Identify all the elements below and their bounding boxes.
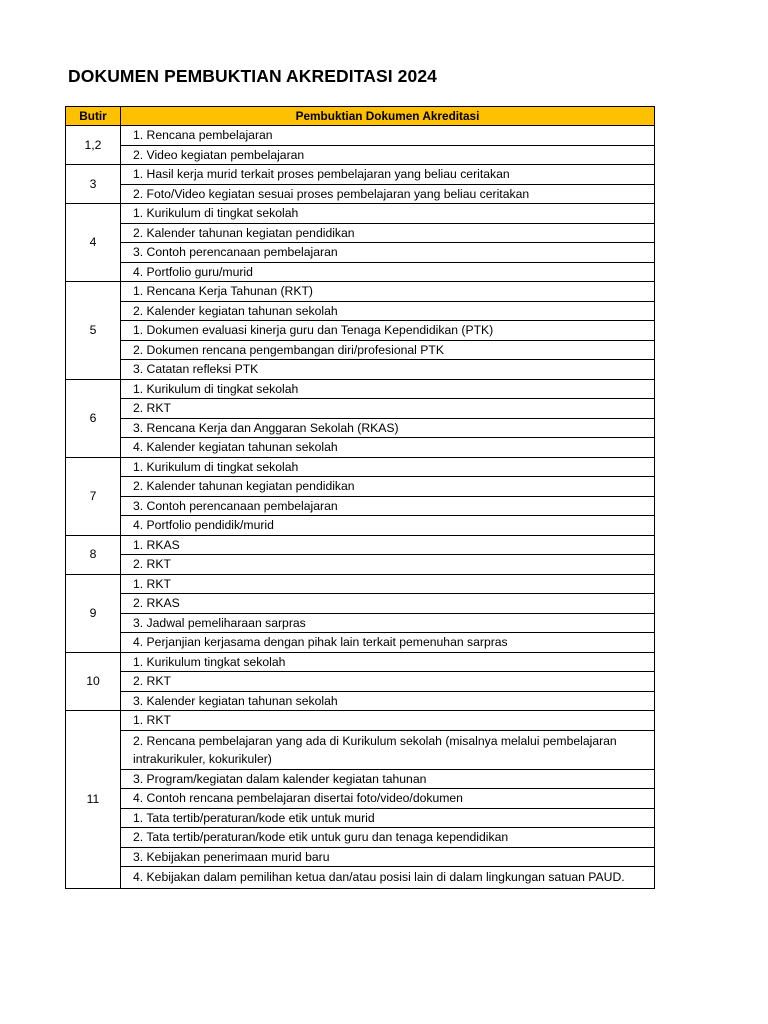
table-row <box>66 808 655 828</box>
document-item-cell: 1. RKT <box>121 574 655 594</box>
table-row <box>66 165 655 185</box>
table-row <box>66 301 655 321</box>
table-row <box>66 204 655 224</box>
table-row <box>66 477 655 497</box>
table-row <box>66 126 655 146</box>
butir-cell: 10 <box>66 652 121 711</box>
table-row <box>66 379 655 399</box>
table-row <box>66 789 655 809</box>
table-row <box>66 282 655 302</box>
document-item-cell: 4. Kebijakan dalam pemilihan ketua dan/atau posisi lain di dalam lingkungan satuan PAUD. <box>121 867 655 889</box>
document-item-cell: 3. Rencana Kerja dan Anggaran Sekolah (RKAS) <box>121 418 655 438</box>
butir-cell: 5 <box>66 282 121 380</box>
butir-cell: 9 <box>66 574 121 652</box>
document-item-cell: 2. Kalender tahunan kegiatan pendidikan <box>121 223 655 243</box>
document-item-cell: 2. RKAS <box>121 594 655 614</box>
table-row <box>66 360 655 380</box>
butir-cell: 3 <box>66 165 121 204</box>
table-row <box>66 243 655 263</box>
document-item-cell: 4. Portfolio guru/murid <box>121 262 655 282</box>
header-pembuktian: Pembuktian Dokumen Akreditasi <box>121 107 655 126</box>
table-row <box>66 516 655 536</box>
document-item-cell: 1. Kurikulum di tingkat sekolah <box>121 457 655 477</box>
document-item-cell: 4. Perjanjian kerjasama dengan pihak lain terkait pemenuhan sarpras <box>121 633 655 653</box>
document-item-cell: 1. Dokumen evaluasi kinerja guru dan Tenaga Kependidikan (PTK) <box>121 321 655 341</box>
table-row <box>66 184 655 204</box>
document-item-cell: 3. Jadwal pemeliharaan sarpras <box>121 613 655 633</box>
table-row <box>66 262 655 282</box>
document-item-cell: 3. Contoh perencanaan pembelajaran <box>121 496 655 516</box>
document-item-cell: 2. Tata tertib/peraturan/kode etik untuk guru dan tenaga kependidikan <box>121 828 655 848</box>
table-row <box>66 711 655 731</box>
table-row <box>66 145 655 165</box>
document-item-cell: 2. Kalender tahunan kegiatan pendidikan <box>121 477 655 497</box>
table-header <box>66 107 655 126</box>
table-row <box>66 652 655 672</box>
table-row <box>66 555 655 575</box>
document-item-cell: 3. Kalender kegiatan tahunan sekolah <box>121 691 655 711</box>
table-row <box>66 418 655 438</box>
table-row <box>66 633 655 653</box>
butir-cell: 4 <box>66 204 121 282</box>
document-title: DOKUMEN PEMBUKTIAN AKREDITASI 2024 <box>68 66 437 86</box>
table-row <box>66 672 655 692</box>
table-row <box>66 769 655 789</box>
document-item-cell: 1. Kurikulum di tingkat sekolah <box>121 379 655 399</box>
document-item-cell: 2. Foto/Video kegiatan sesuai proses pembelajaran yang beliau ceritakan <box>121 184 655 204</box>
document-item-cell: 1. Kurikulum di tingkat sekolah <box>121 204 655 224</box>
document-item-cell: 1. Rencana Kerja Tahunan (RKT) <box>121 282 655 302</box>
document-item-cell: 1. Tata tertib/peraturan/kode etik untuk murid <box>121 808 655 828</box>
header-butir: Butir <box>66 107 121 126</box>
document-item-cell: 2. Kalender kegiatan tahunan sekolah <box>121 301 655 321</box>
document-item-cell: 1. RKAS <box>121 535 655 555</box>
document-item-cell: 1. RKT <box>121 711 655 731</box>
table-row <box>66 730 655 769</box>
document-item-cell: 3. Catatan refleksi PTK <box>121 360 655 380</box>
document-item-cell: 2. Video kegiatan pembelajaran <box>121 145 655 165</box>
table-row <box>66 574 655 594</box>
butir-cell: 8 <box>66 535 121 574</box>
document-item-cell: 4. Portfolio pendidik/murid <box>121 516 655 536</box>
document-item-cell: 4. Contoh rencana pembelajaran disertai foto/video/dokumen <box>121 789 655 809</box>
table-row <box>66 867 655 889</box>
table-row <box>66 457 655 477</box>
document-item-cell: 3. Contoh perencanaan pembelajaran <box>121 243 655 263</box>
document-item-cell: 1. Rencana pembelajaran <box>121 126 655 146</box>
butir-cell: 11 <box>66 711 121 889</box>
table-row <box>66 691 655 711</box>
document-item-cell: 3. Program/kegiatan dalam kalender kegiatan tahunan <box>121 769 655 789</box>
accreditation-table <box>65 106 655 889</box>
table-row <box>66 438 655 458</box>
table-row <box>66 847 655 867</box>
document-item-cell: 1. Hasil kerja murid terkait proses pembelajaran yang beliau ceritakan <box>121 165 655 185</box>
document-item-cell: 4. Kalender kegiatan tahunan sekolah <box>121 438 655 458</box>
document-item-cell: 2. Rencana pembelajaran yang ada di Kurikulum sekolah (misalnya melalui pembelajaran intrakurikuler, kokurikuler) <box>121 730 655 769</box>
table-row <box>66 321 655 341</box>
table-row <box>66 399 655 419</box>
document-item-cell: 2. RKT <box>121 672 655 692</box>
butir-cell: 7 <box>66 457 121 535</box>
table-row <box>66 594 655 614</box>
table-row <box>66 340 655 360</box>
document-item-cell: 2. Dokumen rencana pengembangan diri/profesional PTK <box>121 340 655 360</box>
table-row <box>66 496 655 516</box>
document-item-cell: 2. RKT <box>121 399 655 419</box>
header-row <box>66 107 655 126</box>
document-item-cell: 2. RKT <box>121 555 655 575</box>
table-row <box>66 613 655 633</box>
document-item-cell: 3. Kebijakan penerimaan murid baru <box>121 847 655 867</box>
table-body <box>66 126 655 889</box>
table-row <box>66 535 655 555</box>
butir-cell: 6 <box>66 379 121 457</box>
table-row <box>66 828 655 848</box>
table-row <box>66 223 655 243</box>
butir-cell: 1,2 <box>66 126 121 165</box>
document-item-cell: 1. Kurikulum tingkat sekolah <box>121 652 655 672</box>
